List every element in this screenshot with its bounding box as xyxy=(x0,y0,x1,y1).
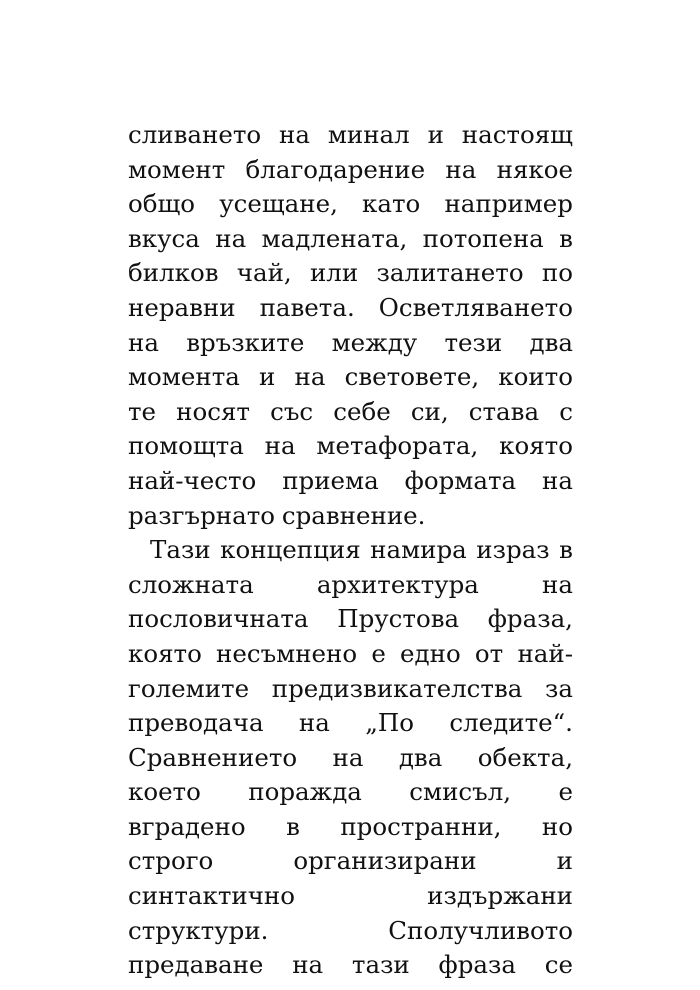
word: чай, xyxy=(236,258,292,288)
word: синтактично xyxy=(128,881,296,911)
word: някое xyxy=(496,154,573,184)
word: на xyxy=(264,431,296,461)
word: в xyxy=(559,535,573,565)
word: с xyxy=(559,396,573,426)
word: и xyxy=(556,846,573,876)
word: на xyxy=(445,154,477,184)
word: едно xyxy=(400,638,461,668)
word: тези xyxy=(444,327,503,357)
text-line xyxy=(128,844,573,879)
word: потопена xyxy=(422,223,544,253)
word: разгърнато xyxy=(128,500,275,530)
word: носят xyxy=(176,396,250,426)
word: големите xyxy=(128,673,250,703)
word: пословичната xyxy=(128,604,309,634)
word: световете, xyxy=(344,362,480,392)
body-text xyxy=(128,118,573,983)
text-line xyxy=(128,741,573,776)
word: които xyxy=(498,362,573,392)
word: Прустова xyxy=(337,604,460,634)
word: формата xyxy=(404,465,517,495)
word: на xyxy=(298,708,330,738)
word: преводача xyxy=(128,708,264,738)
text-line xyxy=(128,879,573,914)
text-line xyxy=(128,775,573,810)
word: между xyxy=(331,327,418,357)
word: като xyxy=(362,189,421,219)
word: Сполучливото xyxy=(388,915,573,945)
word: по xyxy=(541,258,573,288)
paragraph xyxy=(128,118,573,533)
word: помощта xyxy=(128,431,244,461)
word: смисъл, xyxy=(409,777,512,807)
word: архитектура xyxy=(316,569,479,599)
text-line xyxy=(128,914,573,949)
word: два xyxy=(398,742,443,772)
text-line xyxy=(128,464,573,499)
text-line xyxy=(128,360,573,395)
word: сложната xyxy=(128,569,254,599)
word: е xyxy=(558,777,573,807)
word: сравнение. xyxy=(281,500,426,530)
word: в xyxy=(559,223,573,253)
word: на xyxy=(215,223,247,253)
word: се xyxy=(544,950,573,980)
word: „По xyxy=(365,708,415,738)
text-line xyxy=(128,948,573,983)
word: себе xyxy=(333,396,391,426)
word: Осветляването xyxy=(378,292,573,322)
word: предизвикателства xyxy=(271,673,523,703)
word: организирани xyxy=(293,846,477,876)
text-line xyxy=(128,533,573,568)
word: мадлената, xyxy=(261,223,408,253)
text-line xyxy=(128,153,573,188)
text-line xyxy=(128,118,573,153)
word: която xyxy=(128,638,202,668)
word: Тази xyxy=(150,535,211,565)
word: за xyxy=(545,673,573,703)
word: Сравнението xyxy=(128,742,298,772)
word: и xyxy=(259,362,276,392)
word: израз xyxy=(476,535,550,565)
word: най-често xyxy=(128,465,257,495)
word: която xyxy=(499,431,573,461)
word: сливането xyxy=(128,120,262,149)
word: на xyxy=(542,465,573,495)
word: на xyxy=(294,362,326,392)
word: пространни, xyxy=(340,811,502,841)
text-line xyxy=(128,187,573,222)
word: концепция xyxy=(220,535,361,565)
word: фраза xyxy=(438,950,516,980)
word: фраза, xyxy=(487,604,573,634)
word: става xyxy=(468,396,540,426)
word: момент xyxy=(128,154,226,184)
word: общо xyxy=(128,189,196,219)
word: в xyxy=(286,811,300,841)
word: което xyxy=(128,777,201,807)
text-line xyxy=(128,395,573,430)
word: издържани xyxy=(427,881,573,911)
word: приема xyxy=(282,465,379,495)
text-line xyxy=(128,256,573,291)
word: строго xyxy=(128,846,214,876)
word: от xyxy=(474,638,504,668)
word: метафората, xyxy=(316,431,479,461)
text-line xyxy=(128,326,573,361)
word: на xyxy=(128,327,159,357)
word: благодарение xyxy=(245,154,426,184)
word: е xyxy=(371,638,386,668)
word: но xyxy=(541,811,573,841)
word: вкуса xyxy=(128,223,200,253)
text-line xyxy=(128,672,573,707)
word: например xyxy=(444,189,573,219)
word: със xyxy=(270,396,314,426)
word: намира xyxy=(370,535,467,565)
word: павета. xyxy=(259,292,355,322)
word: несъмнено xyxy=(216,638,358,668)
word: следите“. xyxy=(449,708,573,738)
word: на xyxy=(292,950,324,980)
paragraph xyxy=(128,533,573,983)
word: предаване xyxy=(128,950,264,980)
text-line xyxy=(128,499,573,534)
word: настоящ xyxy=(461,120,573,149)
word: поражда xyxy=(248,777,362,807)
text-line xyxy=(128,222,573,257)
word: вградено xyxy=(128,811,246,841)
word: на xyxy=(332,742,364,772)
word: на xyxy=(542,569,573,599)
text-line xyxy=(128,602,573,637)
text-line xyxy=(128,637,573,672)
text-line xyxy=(128,568,573,603)
word: структури. xyxy=(128,915,269,945)
word: тази xyxy=(351,950,410,980)
word: усещане, xyxy=(219,189,338,219)
text-line xyxy=(128,706,573,741)
word: на xyxy=(279,120,310,149)
word: връзките xyxy=(186,327,305,357)
word: залитането xyxy=(376,258,524,288)
word: минал xyxy=(327,120,410,149)
word: билков xyxy=(128,258,219,288)
word: си, xyxy=(410,396,449,426)
word: те xyxy=(128,396,157,426)
text-line xyxy=(128,291,573,326)
text-line xyxy=(128,810,573,845)
text-line xyxy=(128,429,573,464)
word: или xyxy=(309,258,359,288)
word: неравни xyxy=(128,292,236,322)
word: и xyxy=(427,120,444,149)
word: момента xyxy=(128,362,240,392)
word: най- xyxy=(517,638,573,668)
word: обекта, xyxy=(477,742,573,772)
word: два xyxy=(529,327,573,357)
